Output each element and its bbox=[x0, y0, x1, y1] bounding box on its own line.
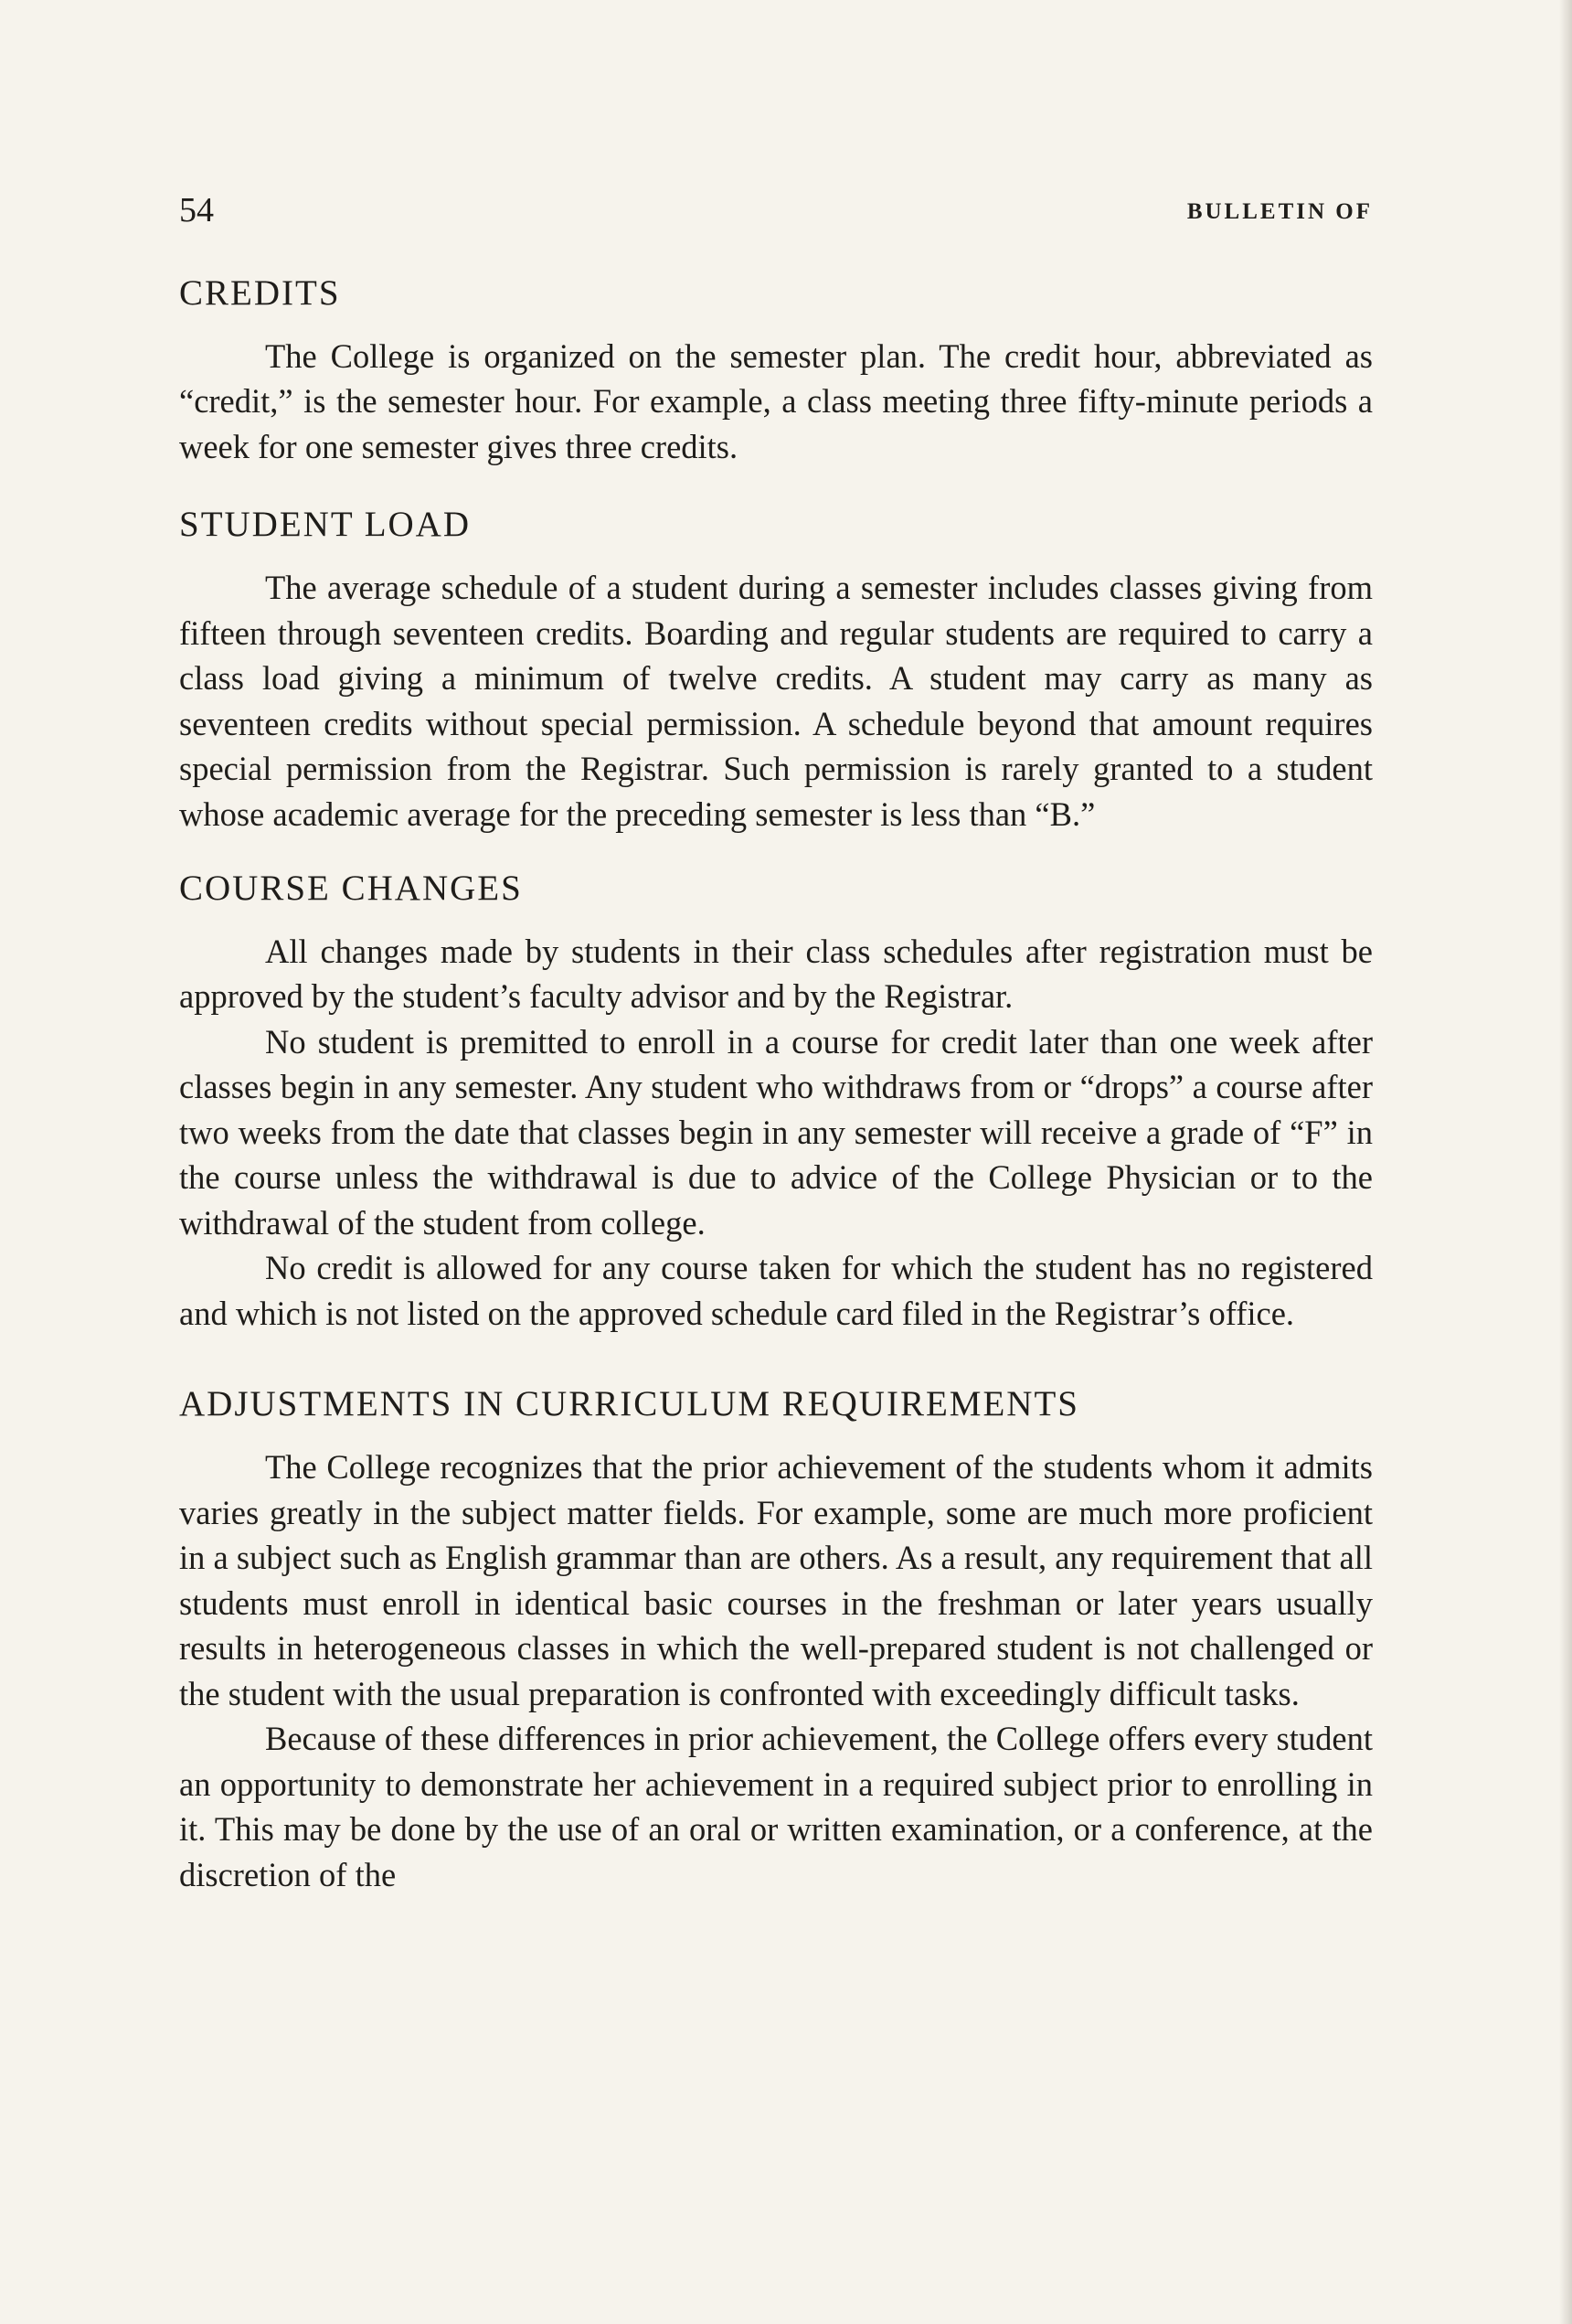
adjustments-paragraph-1: The College recognizes that the prior achievement of the students whom it admits varies greatly in the subject matter fields. For example, some are much more proficient in a subject such as English grammar than are others. As a result, any requirement that all students must enroll in identical basic courses in the freshman or later years usually results in heterogeneous classes in which the well-prepared student is not challenged or the student with the usual preparation is confronted with exceedingly difficult tasks. bbox=[179, 1448, 1373, 1712]
student-load-paragraph: The average schedule of a student during a semester includes classes giving from fifteen through seventeen credits. Boarding and regular students are required to carry a class load giving a minimum of twelve credits. A student may carry as many as seventeen credits without special permission. A schedule beyond that amount requires special permission from the Registrar. Such permission is rarely granted to a student whose academic average for the preceding semester is less than “B.” bbox=[179, 569, 1373, 833]
section-heading-student-load: STUDENT LOAD bbox=[179, 505, 472, 545]
course-changes-paragraph-1: All changes made by students in their class schedules after registration must be approved by the student’s faculty advisor and by the Registrar. bbox=[179, 932, 1373, 1016]
section-student-load bbox=[179, 504, 1373, 837]
section-heading-credits: CREDITS bbox=[179, 273, 341, 313]
section-credits bbox=[179, 272, 1373, 469]
page-number: 54 bbox=[179, 191, 214, 229]
section-course-changes bbox=[179, 868, 1373, 1336]
course-changes-paragraph-3: No credit is allowed for any course taken for which the student has no registered and which is not listed on the approved schedule card filed in the Registrar’s office. bbox=[179, 1249, 1373, 1332]
page-header bbox=[179, 190, 1373, 236]
page-edge bbox=[1559, 0, 1572, 2324]
running-head: BULLETIN OF bbox=[1186, 199, 1373, 224]
course-changes-paragraph-2: No student is premitted to enroll in a course for credit later than one week after classes begin in any semester. Any student who withdraws from or “drops” a course after two weeks from the date that classes begin in any semester will receive a grade of “F” in the course unless the withdrawal is due to advice of the College Physician or to the withdrawal of the student from college. bbox=[179, 1022, 1373, 1242]
adjustments-paragraph-2: Because of these differences in prior achievement, the College offers every student an opportunity to demonstrate her achievement in a required subject prior to enrolling in it. This may be done by the use of an oral or written examination, or a conference, at the discretion of the bbox=[179, 1720, 1373, 1893]
page-body bbox=[179, 272, 1373, 1897]
credits-paragraph: The College is organized on the semester plan. The credit hour, abbreviated as “credit,” is the semester hour. For example, a class meeting three fifty-minute periods a week for one semester gives three credits. bbox=[179, 336, 1373, 465]
section-adjustments bbox=[179, 1383, 1373, 1897]
section-heading-adjustments: ADJUSTMENTS IN CURRICULUM REQUIREMENTS bbox=[179, 1384, 1079, 1424]
section-heading-course-changes: COURSE CHANGES bbox=[179, 869, 523, 909]
